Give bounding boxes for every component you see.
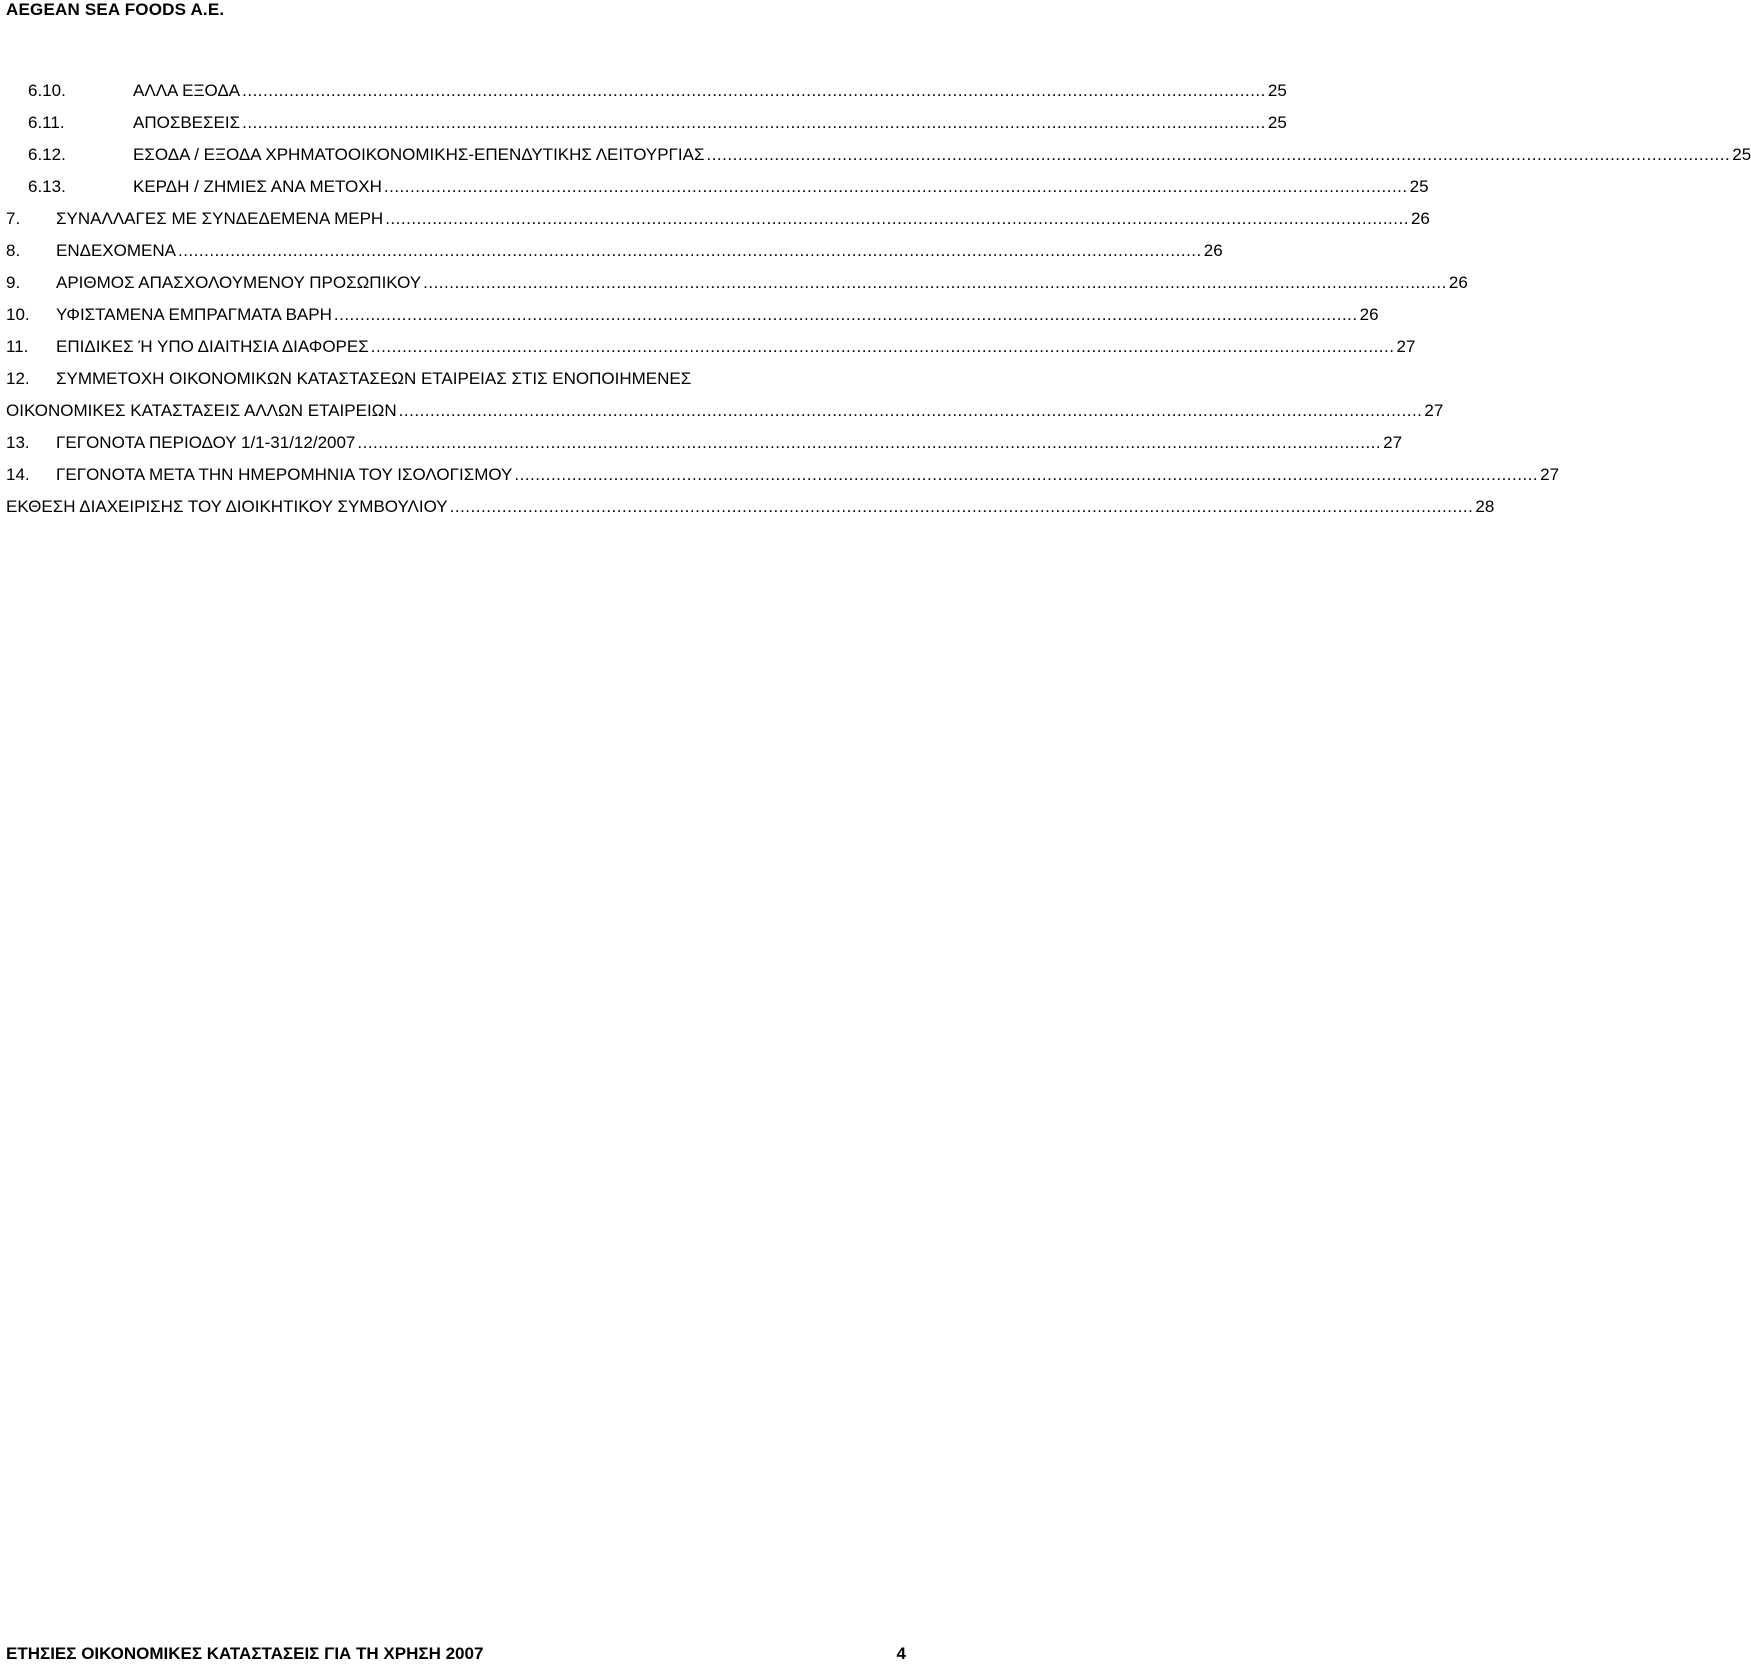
toc-entry-title: ΓΕΓΟΝΟΤΑ ΜΕΤΑ ΤΗΝ ΗΜΕΡΟΜΗΝΙΑ ΤΟΥ ΙΣΟΛΟΓΙΣΜΟΥ [56,465,513,484]
toc-entry-page: 27 [1383,433,1403,452]
dot-leader: .................................................................................................................................................................................................... [449,497,1474,516]
toc-entry[interactable] [6,363,956,395]
toc-entry-page: 28 [1475,497,1495,516]
toc-entry-number: 13. [6,433,30,452]
table-of-contents [6,75,1751,523]
dot-leader: .................................................................................................................................................................................................... [398,401,1423,420]
dot-leader: .................................................................................................................................................................................................... [242,113,1266,132]
toc-entry-page: 25 [1732,145,1751,164]
toc-entry-title: ΣΥΝΑΛΛΑΓΕΣ ΜΕ ΣΥΝΔΕΔΕΜΕΝΑ ΜΕΡΗ [56,209,384,228]
dot-leader: .................................................................................................................................................................................................... [333,305,1358,324]
toc-entry-title: ΕΠΙΔΙΚΕΣ Ή ΥΠΟ ΔΙΑΙΤΗΣΙΑ ΔΙΑΦΟΡΕΣ [56,337,369,356]
toc-entry-page: 26 [1410,209,1430,228]
toc-entry-title: ΥΦΙΣΤΑΜΕΝΑ ΕΜΠΡΑΓΜΑΤΑ ΒΑΡΗ [56,305,332,324]
toc-entry-title: ΟΙΚΟΝΟΜΙΚΕΣ ΚΑΤΑΣΤΑΣΕΙΣ ΑΛΛΩΝ ΕΤΑΙΡΕΙΩΝ [6,401,397,420]
footer-title: ΕΤΗΣΙΕΣ ΟΙΚΟΝΟΜΙΚΕΣ ΚΑΤΑΣΤΑΣΕΙΣ ΓΙΑ ΤΗ ΧΡΗΣΗ 2007 [6,1644,484,1663]
toc-entry-title: ΑΠΟΣΒΕΣΕΙΣ [133,113,241,132]
toc-entry-page: 27 [1424,401,1444,420]
toc-entry-number: 14. [6,465,30,484]
toc-entry-title: ΕΝΔΕΧΟΜΕΝΑ [56,241,176,260]
toc-entry-number: 6.13. [28,177,66,196]
page-footer [6,1644,906,1664]
toc-entry-page: 25 [1267,113,1287,132]
toc-entry-title: ΕΚΘΕΣΗ ΔΙΑΧΕΙΡΙΣΗΣ ΤΟΥ ΔΙΟΙΚΗΤΙΚΟΥ ΣΥΜΒΟΥΛΙΟΥ [6,497,448,516]
toc-entry-title: ΚΕΡΔΗ / ΖΗΜΙΕΣ ΑΝΑ ΜΕΤΟΧΗ [133,177,382,196]
dot-leader: .................................................................................................................................................................................................... [370,337,1395,356]
toc-entry-number: 11. [6,337,29,356]
dot-leader: .................................................................................................................................................................................................... [357,433,1382,452]
toc-entry[interactable] [6,107,1287,139]
dot-leader: .................................................................................................................................................................................................... [178,241,1202,260]
toc-entry[interactable] [6,203,1430,235]
dot-leader: .................................................................................................................................................................................................... [242,81,1266,100]
dot-leader: .................................................................................................................................................................................................... [514,465,1539,484]
toc-entry[interactable] [6,491,1495,523]
toc-entry-title: ΣΥΜΜΕΤΟΧΗ ΟΙΚΟΝΟΜΙΚΩΝ ΚΑΤΑΣΤΑΣΕΩΝ ΕΤΑΙΡΕΙΑΣ ΣΤΙΣ ΕΝΟΠΟΙΗΜΕΝΕΣ [56,369,692,388]
toc-entry-number: 10. [6,305,30,324]
toc-entry-number: 6.12. [28,145,66,164]
toc-entry[interactable] [6,459,1560,491]
toc-entry-page: 26 [1203,241,1223,260]
toc-entry-page: 26 [1448,273,1468,292]
page-number: 4 [896,1644,906,1663]
toc-entry-title: ΕΣΟΔΑ / ΕΞΟΔΑ ΧΡΗΜΑΤΟΟΙΚΟΝΟΜΙΚΗΣ-ΕΠΕΝΔΥΤΙΚΗΣ ΛΕΙΤΟΥΡΓΙΑΣ [133,145,705,164]
toc-entry-number: 6.10. [28,81,66,100]
company-header: AEGEAN SEA FOODS A.E. [6,0,225,19]
toc-entry[interactable] [6,299,1379,331]
toc-entry-page: 26 [1359,305,1379,324]
toc-entry[interactable] [6,139,1751,171]
dot-leader: .................................................................................................................................................................................................... [385,209,1409,228]
toc-entry-number: 9. [6,273,21,292]
dot-leader: .................................................................................................................................................................................................... [423,273,1447,292]
toc-entry-number: 6.11. [28,113,65,132]
toc-entry[interactable] [6,171,1429,203]
toc-entry-number: 8. [6,241,21,260]
toc-entry-title: ΑΛΛΑ ΕΞΟΔΑ [133,81,241,100]
toc-entry-continuation[interactable] [6,395,1444,427]
dot-leader: .................................................................................................................................................................................................... [383,177,1408,196]
toc-entry[interactable] [6,331,1416,363]
toc-entry[interactable] [6,75,1287,107]
toc-entry-page: 27 [1396,337,1416,356]
toc-entry-title: ΓΕΓΟΝΟΤΑ ΠΕΡΙΟΔΟΥ 1/1-31/12/2007 [56,433,356,452]
toc-entry-page: 25 [1267,81,1287,100]
toc-entry-number: 7. [6,209,21,228]
toc-entry-page: 25 [1409,177,1429,196]
toc-entry-page: 27 [1540,465,1560,484]
toc-entry[interactable] [6,267,1468,299]
toc-entry-number: 12. [6,369,30,388]
toc-entry[interactable] [6,235,1223,267]
toc-entry-title: ΑΡΙΘΜΟΣ ΑΠΑΣΧΟΛΟΥΜΕΝΟΥ ΠΡΟΣΩΠΙΚΟΥ [56,273,422,292]
toc-entry[interactable] [6,427,1403,459]
dot-leader: .................................................................................................................................................................................................... [706,145,1731,164]
